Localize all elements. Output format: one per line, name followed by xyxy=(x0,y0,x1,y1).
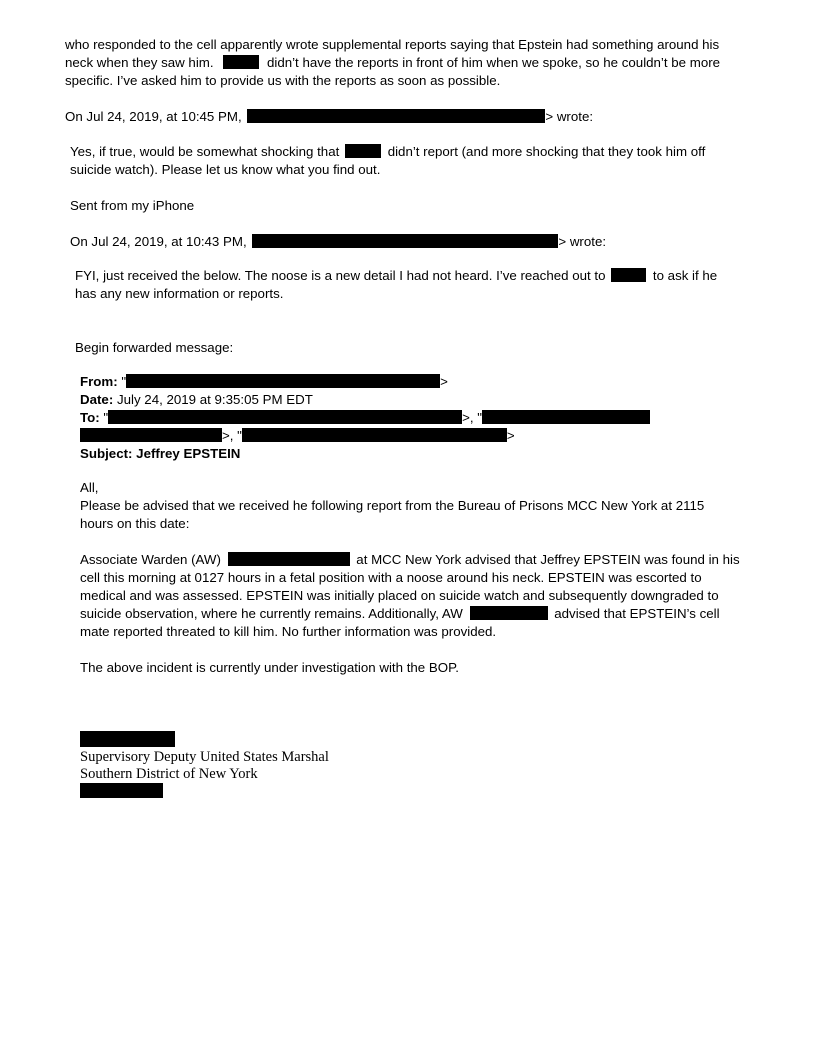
from-label: From: xyxy=(80,374,118,389)
redaction-bar xyxy=(247,109,545,123)
body-p2-line4-end: advised that EPSTEIN’s cell xyxy=(554,606,720,621)
para3-line1-start: FYI, just received the below. The noose is a new detail I had not heard. I’ve reached out to xyxy=(75,268,606,283)
to-open-quote: " xyxy=(103,410,109,425)
body-p1-line2: hours on this date: xyxy=(80,516,190,531)
redaction-bar xyxy=(345,144,381,158)
body-p2-line4-start: suicide observation, where he currently remains. Additionally, AW xyxy=(80,606,463,621)
body-p2-line1-start: Associate Warden (AW) xyxy=(80,552,221,567)
para2-line2: suicide watch). Please let us know what you find out. xyxy=(70,162,381,177)
para1-line1: who responded to the cell apparently wrote supplemental reports saying that Epstein had something around his xyxy=(65,37,720,52)
para2-line1-start: Yes, if true, would be somewhat shocking that xyxy=(70,144,340,159)
redaction-bar xyxy=(126,374,440,388)
to-line2-separator: >, " xyxy=(222,428,242,443)
para1-line2-start: neck when they saw him. xyxy=(65,55,214,70)
subject-label: Subject: xyxy=(80,446,133,461)
para3-line2: has any new information or reports. xyxy=(75,286,284,301)
greeting: All, xyxy=(80,480,99,495)
body-p1-line1: Please be advised that we received he following report from the Bureau of Prisons MCC New York at 2115 xyxy=(80,498,705,513)
body-p2-line2: cell this morning at 0127 hours in a fetal position with a noose around his neck. EPSTEIN was escorted to xyxy=(80,570,702,585)
body-p2-line3: medical and was assessed. EPSTEIN was initially placed on suicide watch and subsequently downgraded to xyxy=(80,588,719,603)
from-close: > xyxy=(440,374,448,389)
signature-district: Southern District of New York xyxy=(80,766,258,782)
to-line-2 xyxy=(80,427,515,445)
date-label: Date: xyxy=(80,392,114,407)
redaction-bar xyxy=(252,234,558,248)
date-value: July 24, 2019 at 9:35:05 PM EDT xyxy=(116,392,313,407)
header1-suffix: > wrote: xyxy=(545,109,594,124)
para2-line1 xyxy=(70,143,705,161)
to-label: To: xyxy=(80,410,100,425)
redaction-bar xyxy=(242,428,507,442)
body-p2-line5: mate reported threated to kill him. No further information was provided. xyxy=(80,624,497,639)
header2-prefix: On Jul 24, 2019, at 10:43 PM, xyxy=(70,234,247,249)
body-p2-line4 xyxy=(80,605,720,623)
para1-line2-end: didn’t have the reports in front of him when we spoke, so he couldn’t be more xyxy=(266,55,721,70)
redaction-bar xyxy=(470,606,548,620)
to-line-1 xyxy=(80,409,650,427)
redaction-bar xyxy=(80,428,222,442)
subject-value: Jeffrey EPSTEIN xyxy=(136,446,241,461)
header1-prefix: On Jul 24, 2019, at 10:45 PM, xyxy=(65,109,242,124)
to-separator: >, " xyxy=(462,410,482,425)
email-header-2 xyxy=(70,233,606,251)
redaction-bar xyxy=(223,55,259,69)
header2-suffix: > wrote: xyxy=(558,234,607,249)
redaction-bar xyxy=(482,410,650,424)
from-line xyxy=(80,373,448,391)
body-p2-line1-end: at MCC New York advised that Jeffrey EPSTEIN was found in his xyxy=(356,552,740,567)
to-line2-close: > xyxy=(506,428,515,443)
redaction-bar xyxy=(611,268,646,282)
para3-line1 xyxy=(75,267,717,285)
email-header-1 xyxy=(65,108,593,126)
para3-line1-end: to ask if he xyxy=(652,268,718,283)
forwarded-message-label: Begin forwarded message: xyxy=(75,340,234,355)
para2-line1-end: didn’t report (and more shocking that they took him off xyxy=(387,144,706,159)
body-p2-line1 xyxy=(80,551,740,569)
para1-line3: specific. I’ve asked him to provide us with the reports as soon as possible. xyxy=(65,73,501,88)
from-open-quote: " xyxy=(121,374,127,389)
signature-contact-redaction xyxy=(80,783,163,798)
body-p3: The above incident is currently under investigation with the BOP. xyxy=(80,660,459,675)
signature-name-redaction xyxy=(80,731,175,747)
date-line xyxy=(80,391,313,409)
redaction-bar xyxy=(108,410,462,424)
para1-line2 xyxy=(65,54,720,72)
signature-title: Supervisory Deputy United States Marshal xyxy=(80,749,329,765)
subject-line xyxy=(80,445,240,463)
redaction-bar xyxy=(228,552,350,566)
sent-from-line: Sent from my iPhone xyxy=(70,198,195,213)
